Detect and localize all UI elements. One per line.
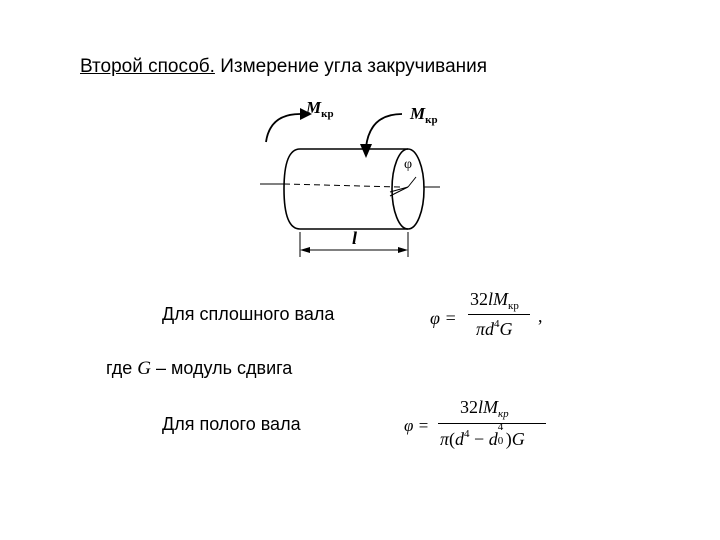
dim-arrow-right	[398, 247, 408, 253]
hollow-formula: φ =	[404, 416, 430, 435]
modulus-note: где G – модуль сдвига	[106, 358, 293, 379]
solid-numerator: $32lM_{кр}$	[470, 289, 519, 312]
angle-label: φ	[404, 157, 413, 172]
angle-arc	[408, 177, 416, 187]
length-label: l	[352, 228, 358, 248]
hollow-shaft-label: Для полого вала	[162, 414, 301, 434]
dim-arrow-left	[300, 247, 310, 253]
hollow-fraction-bar	[438, 423, 546, 424]
hollow-denominator: $\pi(d^4 - d$ 4 0 )G	[440, 421, 525, 449]
solid-fraction-bar	[468, 314, 530, 315]
torque-right-arrowhead	[360, 144, 372, 158]
solid-shaft-label: Для сплошного вала	[162, 304, 335, 324]
shaft-axis	[260, 184, 440, 187]
title-text: Измерение угла закручивания	[214, 56, 488, 77]
solid-denominator: $\pi d^4G$	[476, 318, 513, 339]
page-title	[80, 56, 487, 78]
solid-formula: φ =	[430, 308, 457, 328]
torque-left-label: $M_{кр}$	[306, 98, 334, 120]
solid-comma: ,	[538, 306, 543, 326]
torque-right-label: $M_{кр}$	[410, 104, 438, 126]
method-label: Второй способ.	[80, 56, 215, 77]
torque-left-arrow	[266, 114, 300, 142]
hollow-numerator: $32lM_{кр}$	[460, 397, 509, 420]
torque-right-arrow	[366, 114, 402, 147]
